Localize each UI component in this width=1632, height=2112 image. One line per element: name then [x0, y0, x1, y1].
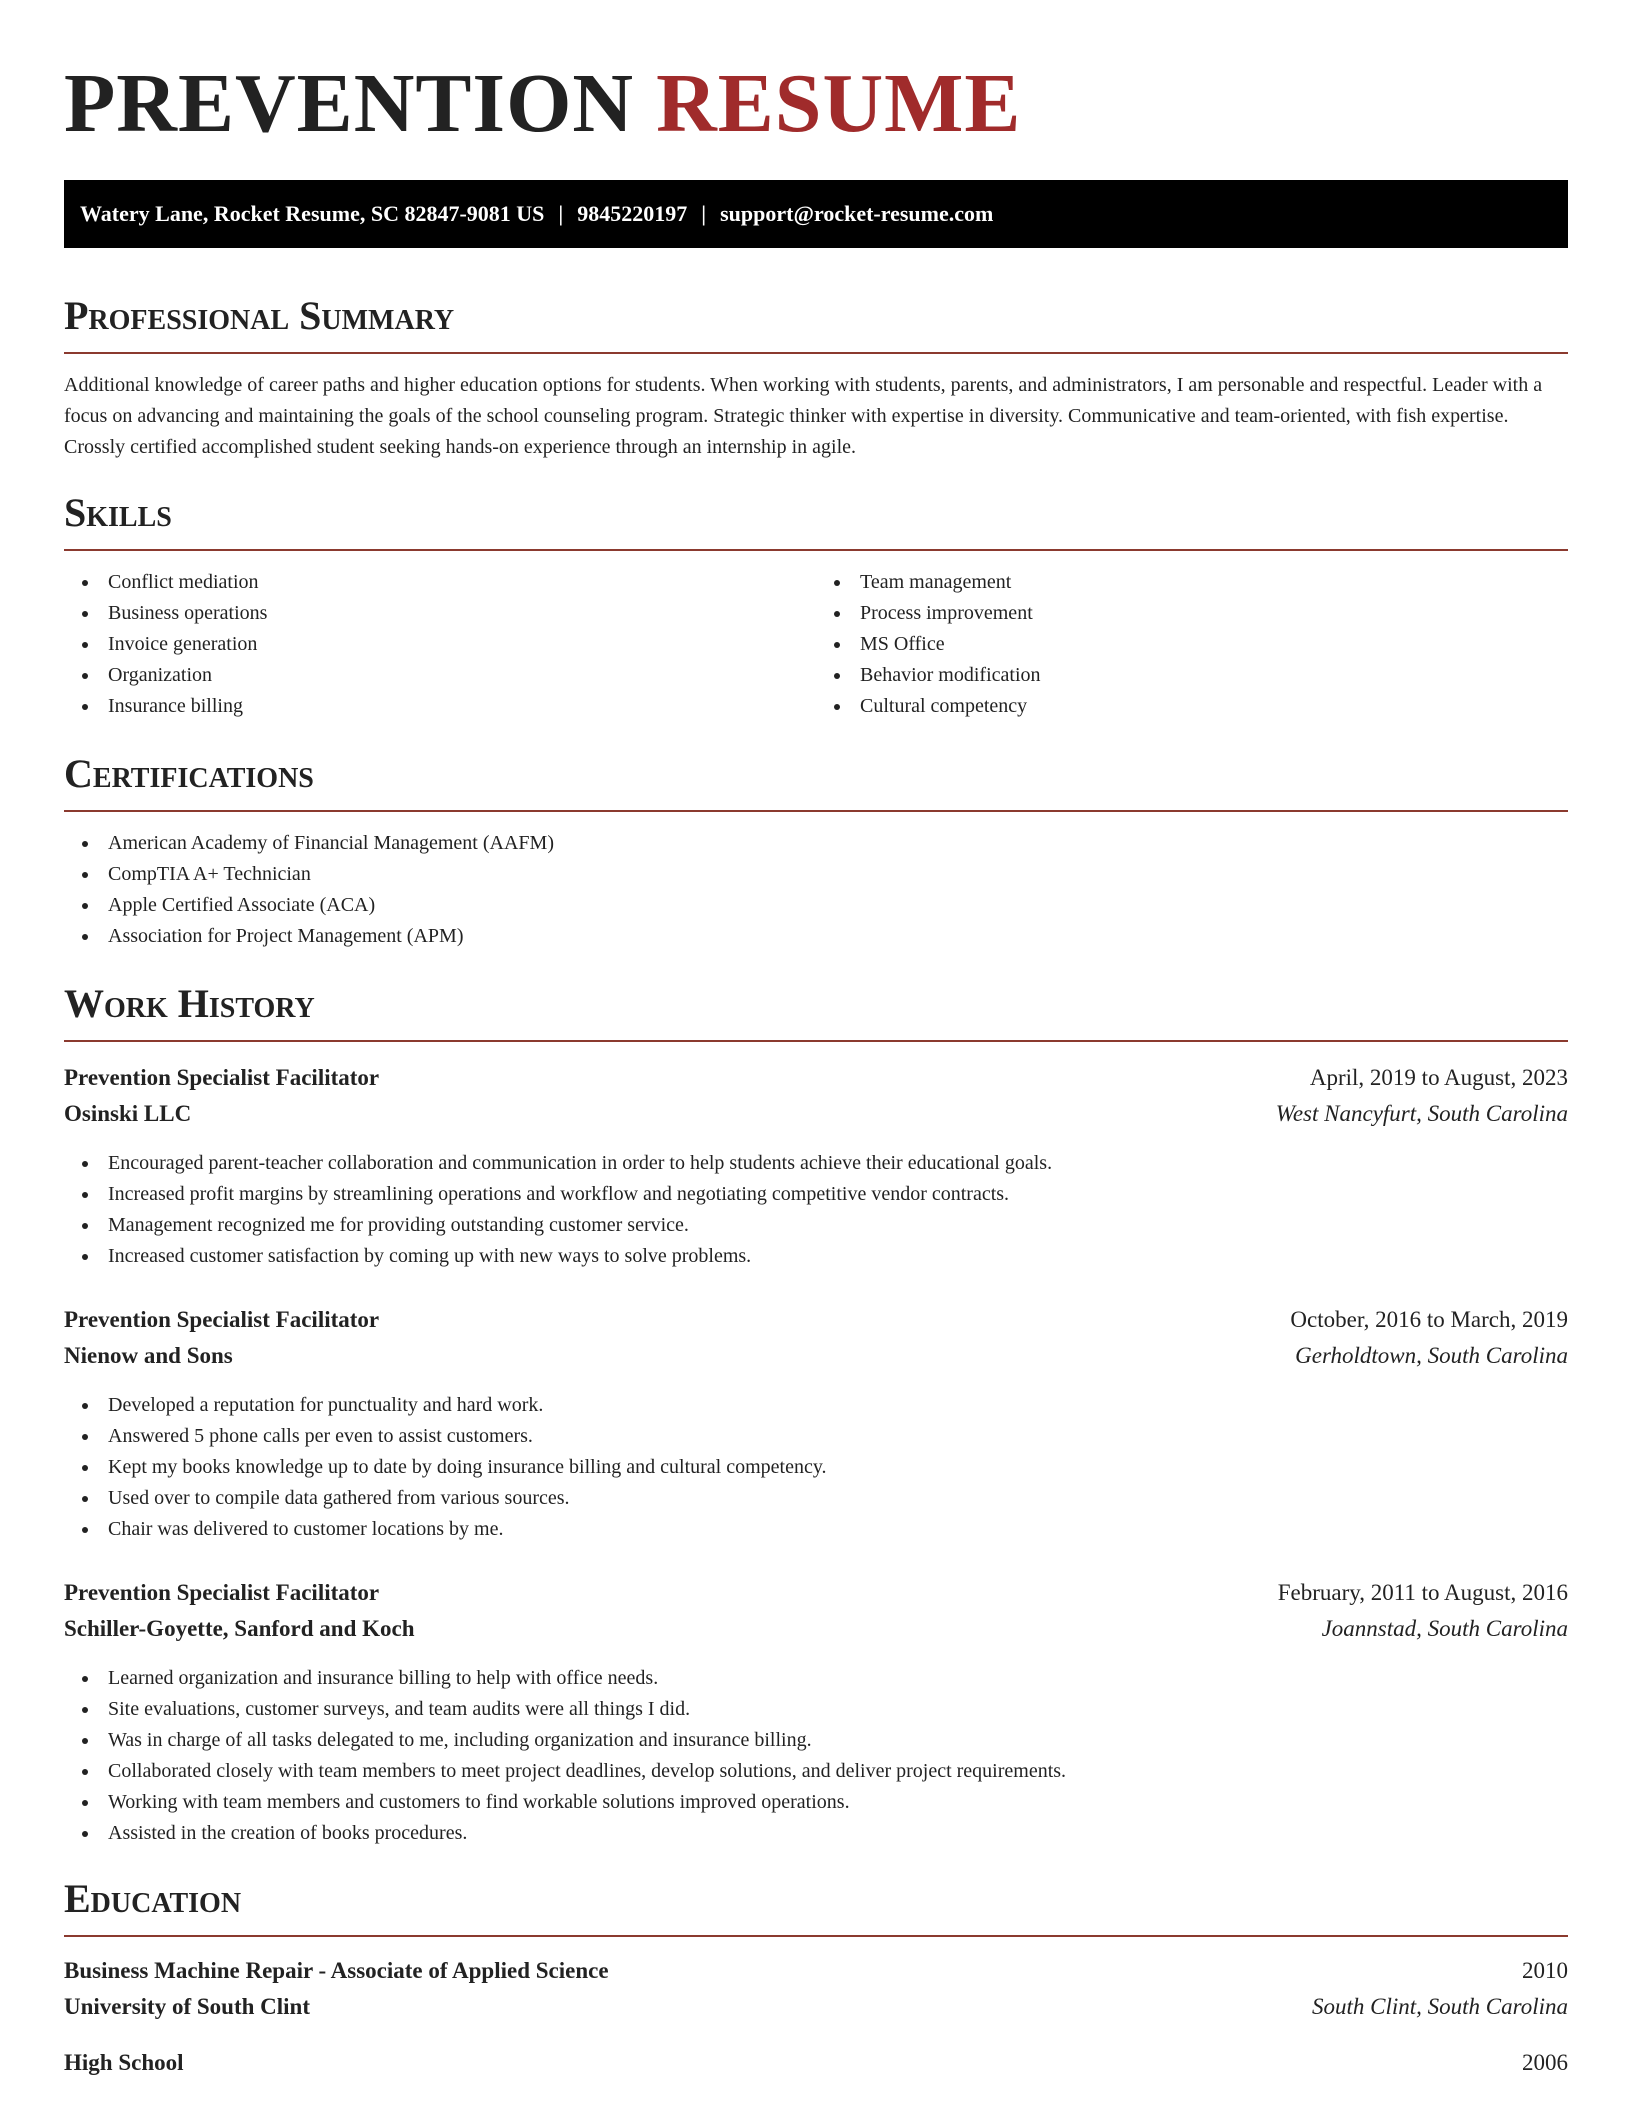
skill-item: Cultural competency	[816, 691, 1568, 722]
contact-address: Watery Lane, Rocket Resume, SC 82847-9081 US	[80, 201, 545, 226]
job-bullets	[64, 1663, 1568, 1849]
job-bullet: Collaborated closely with team members to meet project deadlines, develop solutions, and deliver project requirements.	[64, 1756, 1568, 1787]
education-degree: Business Machine Repair - Associate of Applied Science	[64, 1958, 609, 1983]
job-bullet: Used over to compile data gathered from various sources.	[64, 1483, 1568, 1514]
name-first: PREVENTION	[64, 57, 635, 150]
job-bullets	[64, 1148, 1568, 1272]
skill-item: Insurance billing	[64, 691, 816, 722]
job-dates: February, 2011 to August, 2016	[1277, 1580, 1568, 1605]
summary-section	[64, 292, 1568, 463]
job-location: Joannstad, South Carolina	[1321, 1616, 1568, 1641]
job-bullet: Increased customer satisfaction by coming up with new ways to solve problems.	[64, 1241, 1568, 1272]
job-bullet: Answered 5 phone calls per even to assist customers.	[64, 1421, 1568, 1452]
contact-separator: |	[701, 201, 707, 226]
contact-email: support@rocket-resume.com	[720, 201, 994, 226]
job-bullet: Assisted in the creation of books procedures.	[64, 1818, 1568, 1849]
skill-item: Organization	[64, 660, 816, 691]
job-header	[64, 1302, 1568, 1338]
education-title: Education	[64, 1876, 242, 1921]
resume-name	[64, 56, 1568, 152]
name-last: RESUME	[656, 57, 1022, 150]
certification-item: Apple Certified Associate (ACA)	[64, 890, 1568, 921]
education-section	[64, 1875, 1568, 2081]
skills-title: Skills	[64, 490, 172, 535]
education-year: 2006	[1522, 2050, 1568, 2075]
job-header	[64, 1575, 1568, 1611]
education-degree: High School	[64, 2050, 184, 2075]
job-role: Prevention Specialist Facilitator	[64, 1307, 380, 1332]
certification-item: American Academy of Financial Management (AAFM)	[64, 828, 1568, 859]
certification-item: CompTIA A+ Technician	[64, 859, 1568, 890]
job-role: Prevention Specialist Facilitator	[64, 1580, 380, 1605]
job-entry	[64, 1575, 1568, 1849]
section-divider	[64, 1040, 1568, 1042]
education-entry	[64, 1953, 1568, 2025]
job-dates: April, 2019 to August, 2023	[1309, 1065, 1568, 1090]
job-bullet: Working with team members and customers to find workable solutions improved operations.	[64, 1787, 1568, 1818]
contact-separator: |	[558, 201, 564, 226]
education-year: 2010	[1522, 1958, 1568, 1983]
job-bullet: Kept my books knowledge up to date by doing insurance billing and cultural competency.	[64, 1452, 1568, 1483]
education-subheader	[64, 1989, 1568, 2025]
job-company: Schiller-Goyette, Sanford and Koch	[64, 1616, 415, 1641]
job-bullets	[64, 1390, 1568, 1545]
job-entry	[64, 1302, 1568, 1545]
work-title: Work History	[64, 981, 315, 1026]
skills-grid	[64, 551, 1568, 722]
skill-item: Invoice generation	[64, 629, 816, 660]
skill-item: Conflict mediation	[64, 567, 816, 598]
section-divider	[64, 810, 1568, 812]
job-dates: October, 2016 to March, 2019	[1290, 1307, 1568, 1332]
skill-item: Business operations	[64, 598, 816, 629]
education-header	[64, 1953, 1568, 1989]
job-bullet: Chair was delivered to customer locations by me.	[64, 1514, 1568, 1545]
education-location: South Clint, South Carolina	[1311, 1994, 1568, 2019]
skill-item: Team management	[816, 567, 1568, 598]
contact-phone: 9845220197	[577, 201, 688, 226]
job-location: West Nancyfurt, South Carolina	[1275, 1101, 1568, 1126]
job-bullet: Management recognized me for providing outstanding customer service.	[64, 1210, 1568, 1241]
job-company: Osinski LLC	[64, 1101, 192, 1126]
skills-section	[64, 489, 1568, 722]
skills-list-left	[64, 567, 816, 722]
job-bullet: Site evaluations, customer surveys, and team audits were all things I did.	[64, 1694, 1568, 1725]
certifications-section	[64, 750, 1568, 952]
job-bullet: Increased profit margins by streamlining operations and workflow and negotiating competitive vendor contracts.	[64, 1179, 1568, 1210]
contact-bar	[64, 180, 1568, 248]
job-subheader	[64, 1096, 1568, 1132]
education-school: University of South Clint	[64, 1994, 310, 2019]
skill-item: Process improvement	[816, 598, 1568, 629]
section-divider	[64, 352, 1568, 354]
job-subheader	[64, 1338, 1568, 1374]
job-company: Nienow and Sons	[64, 1343, 233, 1368]
work-section	[64, 980, 1568, 1849]
job-bullet: Was in charge of all tasks delegated to me, including organization and insurance billing.	[64, 1725, 1568, 1756]
job-bullet: Encouraged parent-teacher collaboration and communication in order to help students achieve their educational goals.	[64, 1148, 1568, 1179]
job-header	[64, 1060, 1568, 1096]
skill-item: MS Office	[816, 629, 1568, 660]
certifications-list	[64, 828, 1568, 952]
job-location: Gerholdtown, South Carolina	[1295, 1343, 1568, 1368]
education-entry	[64, 2045, 1568, 2081]
skills-list-right	[816, 567, 1568, 722]
summary-text: Additional knowledge of career paths and higher education options for students. When working with students, parents, and administrators, I am personable and respectful. Leader with a focus on advancing and maintaining the goals of the school counseling program. Strategic thinker with expertise in diversity. Communicative and team-oriented, with fish expertise. Crossly certified accomplished student seeking hands-on experience through an internship in agile.	[64, 374, 1543, 458]
job-entry	[64, 1060, 1568, 1272]
skill-item: Behavior modification	[816, 660, 1568, 691]
summary-title: Professional Summary	[64, 293, 455, 338]
certifications-title: Certifications	[64, 751, 314, 796]
certification-item: Association for Project Management (APM)	[64, 921, 1568, 952]
job-subheader	[64, 1611, 1568, 1647]
education-header	[64, 2045, 1568, 2081]
section-divider	[64, 1935, 1568, 1937]
job-role: Prevention Specialist Facilitator	[64, 1065, 380, 1090]
job-bullet: Learned organization and insurance billing to help with office needs.	[64, 1663, 1568, 1694]
job-bullet: Developed a reputation for punctuality and hard work.	[64, 1390, 1568, 1421]
